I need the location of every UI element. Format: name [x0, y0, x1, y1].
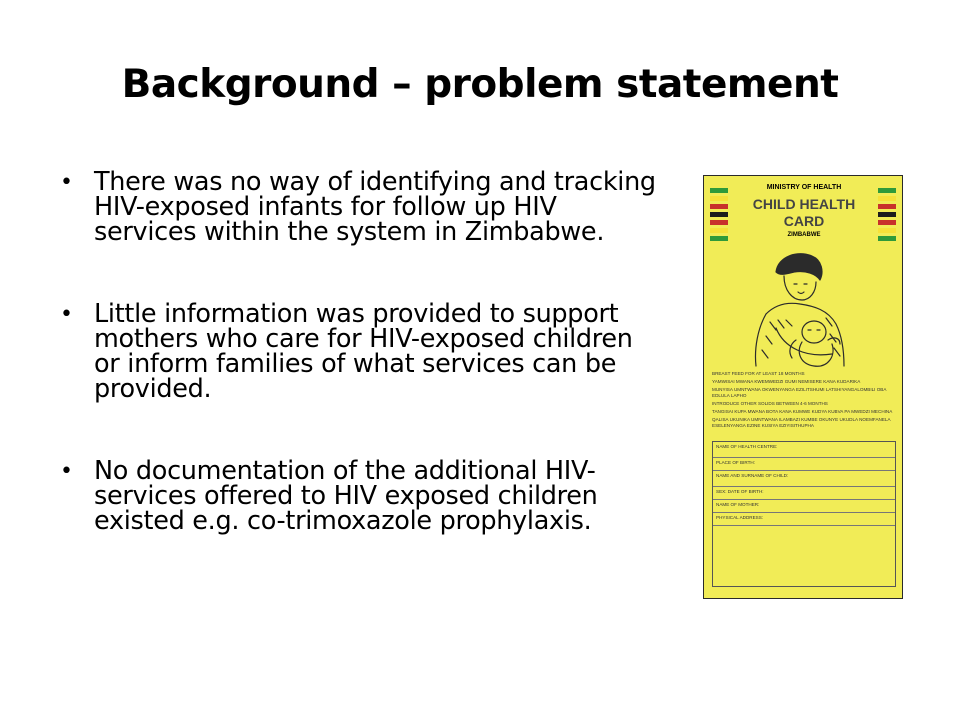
card-instruction-line: TANGISAI KUPA MWANA BOTA KANA KUMWE KUDYA KUBVA PA MWEDZI MECHINA: [712, 409, 893, 414]
card-instructions: [712, 371, 896, 431]
card-form-field: PHYSICAL ADDRESS:: [713, 513, 895, 526]
card-instruction-line: YAMWISAI MWANA KWEMWEDZI GUMI NEMISERE KANA KUDARIKA: [712, 379, 861, 384]
card-title-line1: CHILD HEALTH: [752, 196, 856, 212]
card-instruction-line: MUNYISA UMNTWANA OKWENYANGA EZILITSHUMI LATSHIYANGALOMBILI OBA EDLULA LAPHO: [712, 387, 887, 398]
child-health-card-image: [703, 175, 903, 599]
bullet-dot: •: [60, 170, 73, 195]
card-form-field: SEX: DATE OF BIRTH:: [713, 487, 895, 500]
bullet-text: Little information was provided to support mothers who care for HIV-exposed children or inform families of what services can be provided.: [94, 299, 633, 404]
slide-title: Background – problem statement: [121, 62, 839, 107]
bullet-item: [60, 299, 660, 404]
card-form-field: NAME OF HEALTH CENTRE:: [713, 442, 895, 458]
card-title-line2: CARD: [783, 213, 825, 229]
bullet-dot: •: [60, 459, 73, 484]
bullet-list: [60, 167, 660, 591]
card-form-field: PLACE OF BIRTH:: [713, 458, 895, 471]
bullet-text: No documentation of the additional HIV-services offered to HIV exposed children existed e.g. co-trimoxazole prophylaxis.: [94, 456, 598, 536]
card-form: [712, 441, 896, 587]
card-ministry: MINISTRY OF HEALTH: [766, 184, 842, 191]
flag-stripes-left: [710, 188, 728, 244]
card-form-field: NAME AND SURNAME OF CHILD:: [713, 471, 895, 487]
card-instruction-line: INTRODUCE OTHER SOLIDS BETWEEN 4-6 MONTHS: [712, 401, 828, 406]
card-instruction-line: QALISA UKUNIKA UMNTWANA ILAMBAZI KUMBE OKUNYE UKUDLA NOEMFANELA ESELENYANGA EZINE KUSIYA EZIYISITHUPHA: [712, 417, 891, 428]
card-instruction-line: BREAST FEED FOR AT LEAST 18 MONTHS: [712, 371, 805, 376]
bullet-text: There was no way of identifying and tracking HIV-exposed infants for follow up HIV services within the system in Zimbabwe.: [94, 167, 656, 247]
flag-stripes-right: [878, 188, 896, 244]
bullet-item: [60, 167, 660, 247]
bullet-item: [60, 456, 660, 536]
card-country: ZIMBABWE: [787, 232, 821, 238]
card-title: [734, 196, 874, 230]
mother-and-child-illustration: [736, 244, 872, 369]
bullet-dot: •: [60, 302, 73, 327]
card-form-field: NAME OF MOTHER:: [713, 500, 895, 513]
